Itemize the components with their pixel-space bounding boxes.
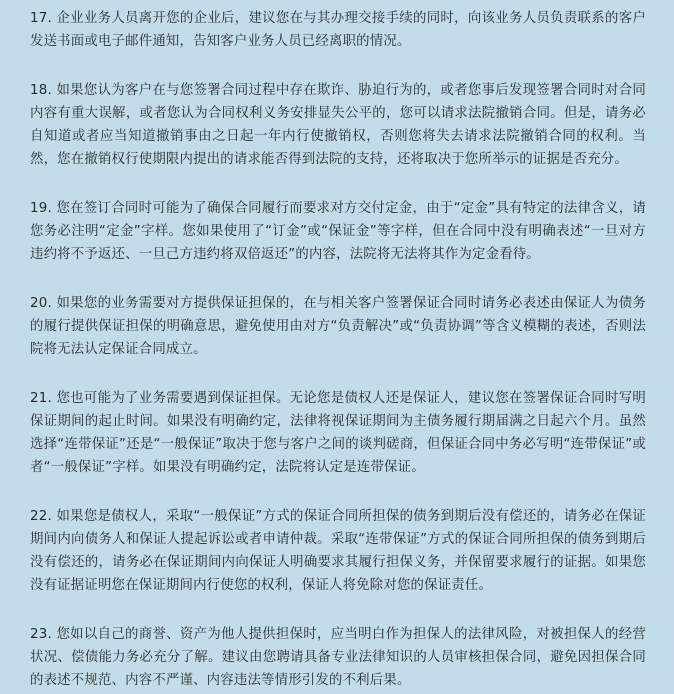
paragraph-17: 17. 企业业务人员离开您的企业后，建议您在与其办理交接手续的同时，向该业务人员负责联系的客户发送书面或电子邮件通知，告知客户业务人员已经离职的情况。 [30, 11, 646, 49]
paragraph-18: 18. 如果您认为客户在与您签署合同过程中存在欺诈、胁迫行为的，或者您事后发现签署合同时对合同内容有重大误解，或者您认为合同权利义务安排显失公平的，您可以请求法院撤销合同。但是，请务必自知道或者应当知道撤销事由之日起一年内行使撤销权，否则您将失去请求法院撤销合同的权利。当然，您在撤销权行使期限内提出的请求能否得到法院的支持，还将取决于您所举示的证据是否充分。 [30, 83, 646, 167]
paragraph-20: 20. 如果您的业务需要对方提供保证担保的，在与相关客户签署保证合同时请务必表述由保证人为债务的履行提供保证担保的明确意思，避免使用由对方“负责解决”或“负责协调”等含义模糊的表述，否则法院将无法认定保证合同成立。 [30, 296, 646, 357]
paragraph-23: 23. 您如以自己的商誉、资产为他人提供担保时，应当明白作为担保人的法律风险，对被担保人的经营状况、偿债能力务必充分了解。建议由您聘请具备专业法律知识的人员审核担保合同，避免因担保合同的表述不规范、内容不严谨、内容违法等情形引发的不利后果。 [30, 627, 646, 688]
paragraph-21: 21. 您也可能为了业务需要遇到保证担保。无论您是债权人还是保证人，建议您在签署保证合同时写明保证期间的起止时间。如果没有明确约定，法律将视保证期间为主债务履行期届满之日起六个月。虽然选择“连带保证”还是“一般保证”取决于您与客户之间的谈判磋商，但保证合同中务必写明“连带保证”或者“一般保证”字样。如果没有明确约定，法院将认定是连带保证。 [30, 391, 646, 475]
paragraph-19: 19. 您在签订合同时可能为了确保合同履行而要求对方交付定金，由于“定金”具有特定的法律含义，请您务必注明“定金”字样。您如果使用了“订金”或“保证金”等字样，但在合同中没有明确表述“一旦对方违约将不予返还、一旦己方违约将双倍返还”的内容，法院将无法将其作为定金看待。 [30, 201, 646, 262]
paragraph-22: 22. 如果您是债权人，采取“一般保证”方式的保证合同所担保的债务到期后没有偿还的，请务必在保证期间内向债务人和保证人提起诉讼或者申请仲裁。采取“连带保证”方式的保证合同所担保的债务到期后没有偿还的，请务必在保证期间内向保证人明确要求其履行担保义务，并保留要求履行的证据。如果您没有证据证明您在保证期间内行使您的权利，保证人将免除对您的保证责任。 [30, 509, 646, 593]
